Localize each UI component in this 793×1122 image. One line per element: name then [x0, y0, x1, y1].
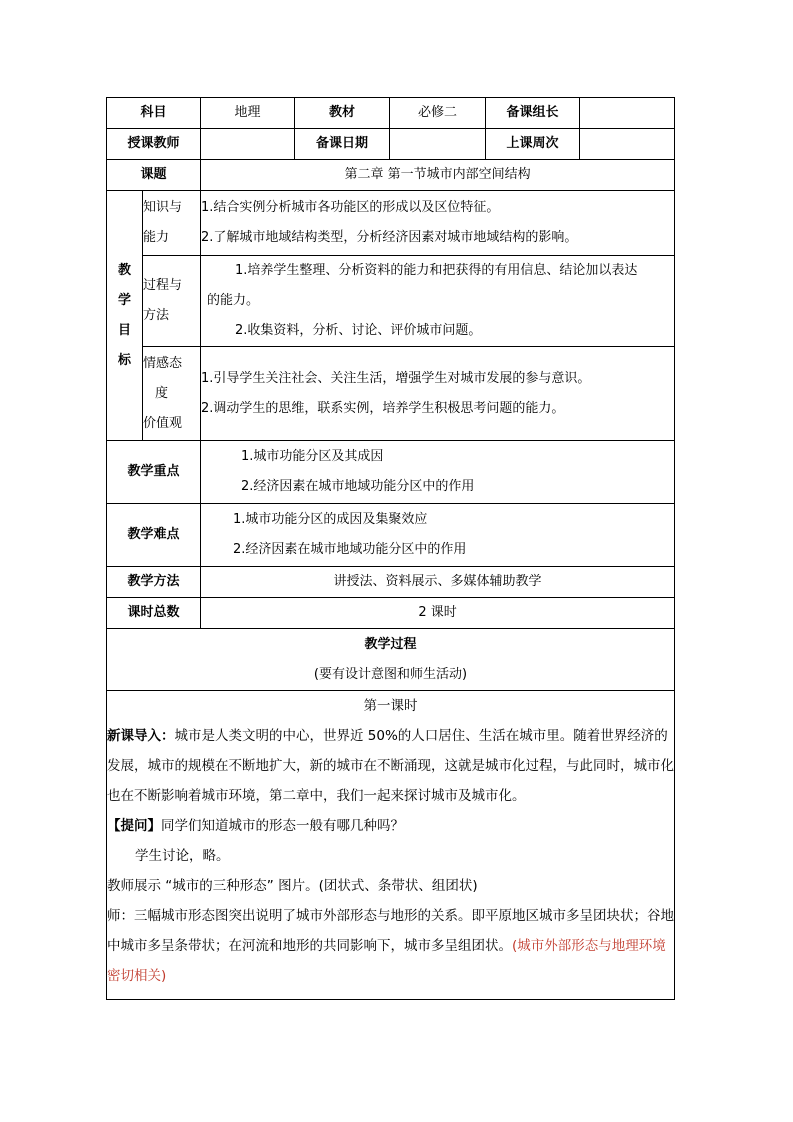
knowledge-label-line: 知识与 — [143, 200, 183, 215]
intro-paragraph — [107, 721, 674, 811]
process-subtitle: (要有设计意图和师生活动) — [313, 666, 468, 682]
key-points-row — [107, 441, 675, 504]
difficulty-item: 2.经济因素在城市地域功能分区中的作用 — [233, 542, 467, 557]
question-label: 【提问】 — [107, 818, 161, 834]
knowledge-item: 1.结合实例分析城市各功能区的形成以及区位特征。 — [201, 200, 500, 215]
objective-process-row — [107, 256, 675, 347]
week-label: 上课周次 — [486, 129, 580, 160]
process-body-row — [107, 691, 675, 1000]
subject-value: 地理 — [201, 98, 295, 129]
subject-label: 科目 — [107, 98, 201, 129]
difficulties-label: 教学难点 — [107, 504, 201, 567]
process-header-row — [107, 629, 675, 691]
method-row — [107, 567, 675, 598]
lesson-title: 第一课时 — [363, 698, 418, 714]
objectives-label — [107, 191, 143, 441]
difficulty-item: 1.城市功能分区的成因及集聚效应 — [233, 512, 428, 527]
process-label-line: 方法 — [143, 308, 170, 323]
knowledge-items — [201, 191, 675, 256]
teacher-label: 授课教师 — [107, 129, 201, 160]
knowledge-item: 2.了解城市地域结构类型，分析经济因素对城市地域结构的影响。 — [201, 230, 578, 245]
teacher-say: 师：三幅城市形态图突出说明了城市外部形态与地形的关系。即平原地区城市多呈团块状；谷地中城市多呈条带状；在河流和地形的共同影响下，城市多呈组团状。 — [107, 908, 674, 954]
difficulties-items — [201, 504, 675, 567]
process-title: 教学过程 — [364, 636, 417, 652]
objectives-label-char: 学 — [117, 292, 131, 308]
intro-label: 新课导入： — [107, 728, 175, 744]
topic-label: 课题 — [107, 160, 201, 191]
process-items — [201, 256, 675, 347]
header-row-1 — [107, 98, 675, 129]
objective-knowledge-row — [107, 191, 675, 256]
topic-row — [107, 160, 675, 191]
student-reply: 学生讨论，略。 — [135, 848, 230, 864]
emotion-label-line: 情感态 — [143, 355, 183, 371]
key-points-label: 教学重点 — [107, 441, 201, 504]
process-header — [107, 629, 675, 691]
emotion-label-line: 度 — [155, 385, 169, 401]
question-paragraph — [107, 811, 674, 841]
key-point-item: 2.经济因素在城市地域功能分区中的作用 — [241, 479, 475, 494]
prep-date-label: 备课日期 — [295, 129, 390, 160]
difficulties-row — [107, 504, 675, 567]
emotion-item: 2.调动学生的思维，联系实例，培养学生积极思考问题的能力。 — [201, 400, 565, 416]
teacher-note: (城市外部形态与地理环境密切相关) — [107, 938, 666, 984]
objectives-label-char: 目 — [117, 322, 131, 338]
emotion-item: 1.引导学生关注社会、关注生活，增强学生对城市发展的参与意识。 — [201, 370, 591, 386]
emotion-label — [143, 347, 201, 441]
method-value: 讲授法、资料展示、多媒体辅助教学 — [201, 567, 675, 598]
emotion-label-line: 价值观 — [143, 415, 183, 431]
process-item: 2.收集资料，分析、讨论、评价城市问题。 — [235, 323, 482, 338]
question-text: 同学们知道城市的形态一般有哪几种吗？ — [161, 818, 404, 834]
week-value — [580, 129, 675, 160]
method-label: 教学方法 — [107, 567, 201, 598]
header-row-2 — [107, 129, 675, 160]
process-label — [143, 256, 201, 347]
objective-emotion-row — [107, 347, 675, 441]
group-leader-label: 备课组长 — [486, 98, 580, 129]
teacher-say-paragraph — [107, 901, 674, 991]
process-item-line: 1.培养学生整理、分析资料的能力和把获得的有用信息、结论加以表达 — [235, 263, 638, 278]
total-hours-label: 课时总数 — [107, 598, 201, 629]
process-item-line: 的能力。 — [207, 293, 260, 308]
lesson-plan-table — [106, 97, 675, 1000]
total-hours-row — [107, 598, 675, 629]
total-hours-value: 2 课时 — [201, 598, 675, 629]
key-point-item: 1.城市功能分区及其成因 — [241, 449, 384, 464]
teacher-show: 教师展示 “城市的三种形态” 图片。(团状式、条带状、组团状) — [107, 878, 478, 894]
objectives-label-char: 标 — [117, 352, 131, 368]
process-label-line: 过程与 — [143, 278, 183, 293]
knowledge-label — [143, 191, 201, 256]
process-body — [107, 691, 675, 1000]
emotion-items — [201, 347, 675, 441]
knowledge-label-line: 能力 — [143, 230, 170, 245]
group-leader-value — [580, 98, 675, 129]
textbook-label: 教材 — [295, 98, 390, 129]
intro-text: 城市是人类文明的中心，世界近 50%的人口居住、生活在城市里。随着世界经济的发展，城市的规模在不断地扩大，新的城市在不断涌现，这就是城市化过程，与此同时，城市化也在不断影响着城市环境，第二章中，我们一起来探讨城市及城市化。 — [107, 728, 674, 804]
teacher-value — [201, 129, 295, 160]
objectives-label-char: 教 — [117, 262, 131, 278]
textbook-value: 必修二 — [390, 98, 486, 129]
prep-date-value — [390, 129, 486, 160]
key-points-items — [201, 441, 675, 504]
topic-value: 第二章 第一节城市内部空间结构 — [201, 160, 675, 191]
